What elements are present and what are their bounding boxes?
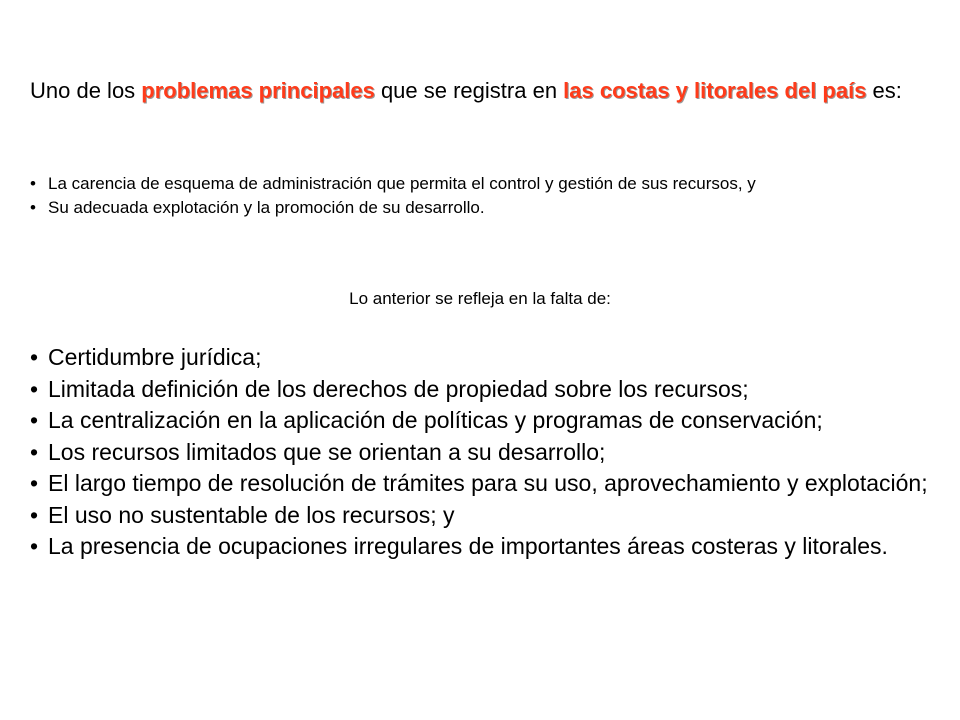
list-item (30, 500, 930, 532)
bullet-icon: • (30, 438, 39, 465)
intro-paragraph (30, 76, 935, 106)
bullet-icon: • (30, 344, 39, 370)
bullet-icon: • (30, 407, 39, 433)
list-item (30, 374, 930, 406)
list-item-text: Limitada definición de los derechos de propiedad sobre los recursos; (48, 375, 749, 402)
list-item-text: La centralización en la aplicación de políticas y programas de conservación; (48, 407, 823, 433)
intro-text-1: Uno de los (30, 78, 142, 103)
intro-text-3: es: (866, 78, 902, 103)
list-item (30, 405, 930, 437)
list-item (30, 342, 930, 374)
list-item-text: El uso no sustentable de los recursos; y (48, 501, 455, 528)
bullet-icon: • (30, 533, 39, 559)
list-item-text: El largo tiempo de resolución de trámites para su uso, aprovechamiento y explotación; (48, 470, 928, 496)
list-item (30, 468, 930, 500)
deficiencies-list (30, 342, 930, 563)
bullet-icon: • (30, 501, 39, 528)
list-item (30, 196, 910, 220)
highlight-costas-litorales: las costas y litorales del país (563, 78, 867, 103)
list-item-text: La presencia de ocupaciones irregulares de importantes áreas costeras y litorales. (48, 533, 888, 559)
list-item-text: Certidumbre jurídica; (48, 344, 262, 370)
list-item-text: La carencia de esquema de administración que permita el control y gestión de sus recursos, y (48, 174, 756, 193)
intro-text-2: que se registra en (374, 78, 564, 103)
list-item (30, 531, 930, 563)
highlight-problemas-principales: problemas principales (141, 78, 375, 103)
list-item-text: Su adecuada explotación y la promoción de su desarrollo. (48, 198, 485, 217)
bullet-icon: • (30, 375, 39, 402)
list-item-text: Los recursos limitados que se orientan a su desarrollo; (48, 438, 606, 465)
list-item (30, 172, 910, 196)
problem-details-list (30, 172, 910, 220)
bullet-icon: • (30, 198, 36, 217)
bullet-icon: • (30, 174, 36, 193)
list-item (30, 437, 930, 469)
conclusion-line: Lo anterior se refleja en la falta de: (349, 289, 611, 308)
bullet-icon: • (30, 470, 39, 496)
